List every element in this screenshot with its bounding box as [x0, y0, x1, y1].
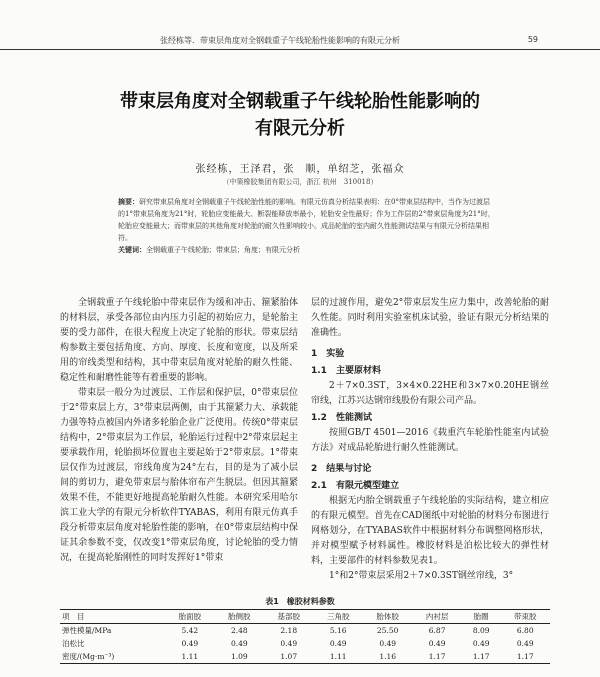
paragraph: 根据无内胎全钢载重子午线轮胎的实际结构，建立相应的有限元模型。首先在CAD图纸中对轮胎的材料分布图进行网格划分，在TYABAS软件中根据材料分布调整网格形状，并对模型赋予材料属性。橡胶材料是泊松比较大的弹性材料，主要部件的材料参数见表1。 — [311, 496, 549, 566]
abstract-text: 研究带束层角度对全钢载重子午线轮胎性能的影响。有限元仿真分析结果表明：在0°带束层结构中，当作为过渡层的1°带束层角度为21°时，轮胎应变能最大、断裂能释放率最小，轮胎安全性最好；作为工作层的2°带束层角度为21°时，轮胎应变能最大；而带束层的其他角度对轮胎的耐久性影响较小。成品轮胎的室内耐久性能测试结果与有限元分析结果相符。 — [118, 198, 495, 242]
table-cell: 1.17 — [472, 652, 490, 661]
section-heading: 2 结果与讨论 — [311, 464, 372, 474]
affiliation: （中策橡胶集团有限公司，浙江 杭州 310018） — [222, 178, 378, 186]
keywords-label: 关键词： — [118, 246, 146, 254]
table-caption: 表1 橡胶材料参数 — [265, 597, 335, 606]
left-column — [60, 296, 298, 566]
paragraph: 1°和2°带束层采用2＋7×0.3ST钢丝帘线，3° — [329, 571, 514, 581]
paper-title-line2: 有限元分析 — [255, 118, 345, 139]
running-header — [0, 32, 600, 50]
paragraph: 带束层一般分为过渡层、工作层和保护层，0°带束层位于2°带束层上方，3°带束层两侧，由于其箍紧力大、承载能力强等特点被国内外诸多轮胎企业广泛使用。传统0°带束层结构中，2°带束层为工作层，轮胎运行过程中2°带束层起主要承载作用，轮胎损坏位置也主要起始于2°带束层。1°带束层仅作为过渡层，帘线角度为24°左右，目的是为了减小层间的剪切力，避免带束层与胎体帘布产生脱层。但因其箍紧效果不佳，不能更好地提高轮胎耐久性能。本研究采用哈尔滨工业大学的有限元分析软件TYABAS，利用有限元仿真手段分析带束层角度对轮胎性能的影响，在0°带束层结构中保证其余参数不变，仅改变1°带束层角度，讨论轮胎的受力情况，在提高轮胎刚性的同时发挥好1°带束 — [60, 388, 298, 563]
table-header-cell: 基部胶 — [277, 612, 300, 621]
table-cell: 6.80 — [516, 626, 534, 635]
table-row — [60, 637, 550, 650]
table-cell: 0.49 — [230, 639, 248, 648]
table-cell: 0.49 — [516, 639, 534, 648]
table-row — [60, 650, 550, 664]
table-cell: 1.11 — [329, 652, 347, 661]
table-cell: 2.48 — [230, 626, 248, 635]
paper-title — [60, 88, 540, 142]
table-cell: 6.87 — [428, 626, 446, 635]
table-cell: 8.09 — [472, 626, 490, 635]
keywords-text: 全钢载重子午线轮胎；带束层；角度；有限元分析 — [146, 246, 300, 254]
table-cell: 5.16 — [329, 626, 347, 635]
material-table — [60, 609, 550, 664]
table-header-cell: 三角胶 — [326, 612, 350, 621]
table-cell: 0.49 — [428, 639, 446, 648]
table-cell: 0.49 — [181, 639, 199, 648]
right-column — [311, 296, 549, 584]
table-cell: 1.16 — [379, 652, 397, 661]
subsection-heading: 1.1 主要原材料 — [311, 366, 381, 376]
table-cell: 泊松比 — [62, 639, 85, 648]
table-header-row — [60, 610, 550, 624]
table-cell: 5.42 — [181, 626, 199, 635]
table-cell: 0.49 — [472, 639, 490, 648]
table-header-cell: 胎侧胶 — [228, 612, 251, 621]
table-cell: 0.49 — [329, 639, 347, 648]
paragraph: 按照GB/T 4501—2016《载重汽车轮胎性能室内试验方法》对成品轮胎进行耐久性能测试。 — [311, 428, 549, 453]
page-number: 59 — [527, 35, 538, 44]
table-cell: 1.17 — [516, 652, 534, 661]
table-cell: 25.50 — [376, 626, 399, 635]
abstract-label: 摘要： — [118, 198, 139, 206]
paragraph: 2＋7×0.3ST，3×4×0.22HE和3×7×0.20HE钢丝帘线，江苏兴达钢帘线股份有限公司产品。 — [311, 381, 549, 406]
abstract — [118, 196, 496, 256]
paragraph: 全钢载重子午线轮胎中带束层作为缓和冲击、箍紧胎体的材料层，承受各部位由内压力引起的初始应力，是轮胎主要的受力部件，在很大程度上决定了轮胎的形状。带束层结构参数主要包括角度、方向、厚度、长度和宽度，以及所采用的帘线类型和结构，其中带束层角度对轮胎的耐久性能、稳定性和耐磨性能等有着重要的影响。 — [60, 298, 298, 383]
table-cell: 2.18 — [280, 626, 298, 635]
table-header-cell: 胎圈 — [473, 612, 489, 621]
subsection-heading: 2.1 有限元模型建立 — [311, 481, 399, 491]
table-cell: 0.49 — [280, 639, 298, 648]
running-title: 张经栋等．带束层角度对全钢载重子午线轮胎性能影响的有限元分析 — [160, 36, 400, 45]
table-cell: 0.49 — [379, 639, 397, 648]
subsection-heading: 1.2 性能测试 — [311, 413, 372, 423]
table-cell: 1.07 — [280, 652, 298, 661]
paragraph: 层的过渡作用，避免2°带束层发生应力集中，改善轮胎的耐久性能。同时利用实验室机床试验，验证有限元分析结果的准确性。 — [311, 298, 549, 338]
paper-title-line1: 带束层角度对全钢载重子午线轮胎性能影响的 — [120, 91, 480, 112]
section-heading: 1 实验 — [311, 349, 345, 359]
table-cell: 1.17 — [428, 652, 446, 661]
table-cell: 弹性模量/MPa — [62, 626, 112, 635]
table-row — [60, 624, 550, 638]
table-cell: 密度/(Mg·m⁻³) — [62, 652, 115, 661]
table-header-cell: 带束胶 — [513, 612, 537, 621]
table-cell: 1.09 — [230, 652, 248, 661]
table-header-cell: 胎体胶 — [376, 612, 399, 621]
authors: 张经栋，王泽君，张 顺，单绍芝，张福众 — [195, 164, 405, 175]
table-header-cell: 项 目 — [62, 612, 85, 621]
table-cell: 1.11 — [181, 652, 199, 661]
table-header-cell: 内衬层 — [425, 612, 449, 621]
table-header-cell: 胎面胶 — [178, 612, 202, 621]
